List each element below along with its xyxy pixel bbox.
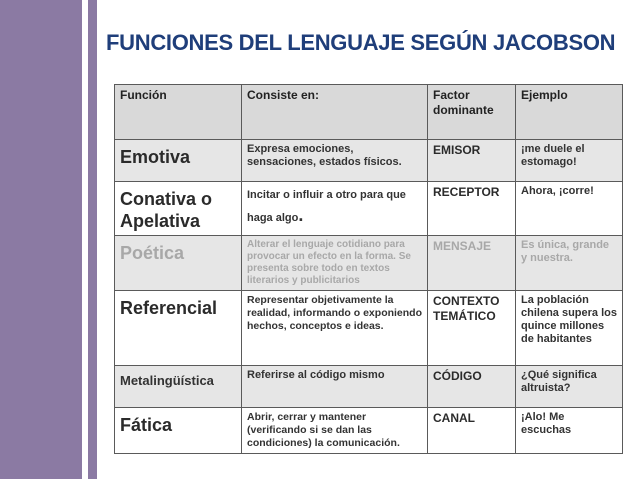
header-factor: Factor dominante	[428, 85, 516, 140]
row-factor: MENSAJE	[428, 236, 516, 291]
table-row	[115, 236, 623, 291]
row-ejemplo: La población chilena supera los quince millones de habitantes	[516, 291, 623, 366]
row-ejemplo: ¿Qué significa altruista?	[516, 366, 623, 408]
row-funcion: Fática	[115, 408, 242, 454]
row-ejemplo: ¡Alo! Me escuchas	[516, 408, 623, 454]
table-row	[115, 182, 623, 236]
row-funcion: Emotiva	[115, 140, 242, 182]
functions-table	[114, 84, 623, 454]
row-consiste: Representar objetivamente la realidad, informando o exponiendo hechos, conceptos e ideas.	[242, 291, 428, 366]
row-consiste-text: Incitar o influir a otro para que haga algo	[247, 189, 406, 224]
row-consiste: Alterar el lenguaje cotidiano para provocar un efecto en la forma. Se presenta sobre todo en textos literarios y publicitarios	[242, 236, 428, 291]
left-decorative-bar	[0, 0, 82, 479]
row-funcion: Conativa o Apelativa	[115, 182, 242, 236]
row-ejemplo: Ahora, ¡corre!	[516, 182, 623, 236]
row-factor: CÓDIGO	[428, 366, 516, 408]
row-ejemplo: Es única, grande y nuestra.	[516, 236, 623, 291]
table-row	[115, 291, 623, 366]
left-thin-bar	[88, 0, 97, 479]
row-funcion: Poética	[115, 236, 242, 291]
table-header-row	[115, 85, 623, 140]
row-factor: CONTEXTO TEMÁTICO	[428, 291, 516, 366]
header-ejemplo: Ejemplo	[516, 85, 623, 140]
row-funcion: Referencial	[115, 291, 242, 366]
row-consiste: Expresa emociones, sensaciones, estados físicos.	[242, 140, 428, 182]
table-row	[115, 408, 623, 454]
functions-table-container	[114, 84, 622, 454]
row-factor: RECEPTOR	[428, 182, 516, 236]
row-consiste: Referirse al código mismo	[242, 366, 428, 408]
row-consiste-end: .	[298, 205, 304, 225]
row-funcion: Metalingüística	[115, 366, 242, 408]
row-factor: EMISOR	[428, 140, 516, 182]
slide-title: FUNCIONES DEL LENGUAJE SEGÚN JACOBSON	[106, 30, 616, 55]
header-consiste: Consiste en:	[242, 85, 428, 140]
row-ejemplo: ¡me duele el estomago!	[516, 140, 623, 182]
table-row	[115, 366, 623, 408]
row-consiste: Abrir, cerrar y mantener (verificando si se dan las condiciones) la comunicación.	[242, 408, 428, 454]
row-factor: CANAL	[428, 408, 516, 454]
header-funcion: Función	[115, 85, 242, 140]
table-row	[115, 140, 623, 182]
row-consiste	[242, 182, 428, 236]
